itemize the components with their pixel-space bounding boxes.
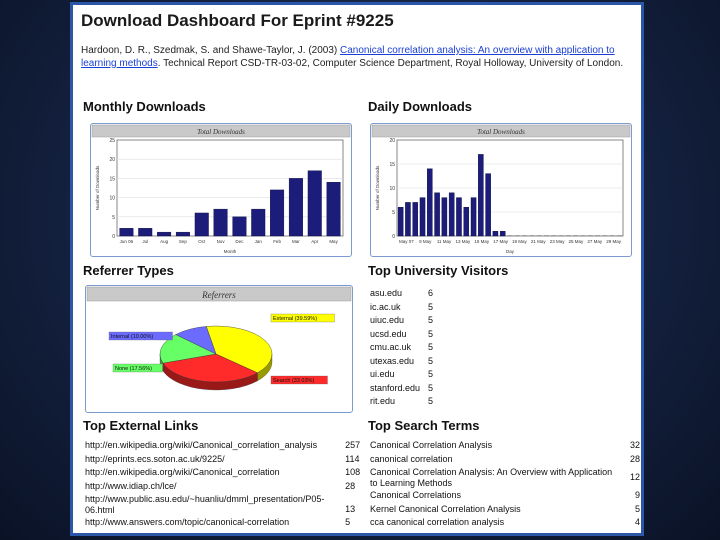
daily-x-tick-label: 11 May	[436, 239, 452, 244]
search-term-row	[370, 466, 640, 489]
referrers-slice-label: Internal (10.00%)	[111, 334, 154, 340]
external-link-url[interactable]: http://eprints.ecs.soton.ac.uk/9225/	[85, 453, 225, 464]
monthly-y-tick-label: 0	[112, 234, 115, 240]
search-term-row	[370, 489, 640, 503]
eprint-title-link[interactable]: Canonical correlation analysis: An overview with application to learning methods	[81, 45, 615, 69]
external-links-list	[85, 439, 365, 530]
citation	[81, 45, 637, 70]
monthly-x-tick-label: Jun 06	[119, 239, 134, 244]
daily-x-tick-label: 9 May	[419, 239, 432, 244]
university-row	[370, 395, 433, 409]
monthly-bar	[233, 217, 247, 236]
monthly-x-tick-label: Jul	[142, 239, 149, 244]
external-link-row	[85, 516, 365, 530]
daily-x-tick-label: 29 May	[606, 239, 621, 244]
monthly-x-tick-label: Nov	[216, 239, 225, 244]
university-name: stanford.edu	[370, 382, 421, 393]
monthly-chart-title: Total Downloads	[197, 128, 245, 136]
university-row	[370, 341, 433, 355]
monthly-bar	[138, 228, 152, 236]
monthly-x-tick-label: Apr	[311, 239, 319, 244]
monthly-downloads-chart	[90, 123, 352, 257]
external-link-row	[85, 493, 365, 516]
monthly-bar	[308, 171, 322, 236]
daily-bar	[449, 193, 454, 236]
daily-x-tick-label: 19 May	[512, 239, 527, 244]
university-count: 5	[428, 328, 434, 339]
referrer-types-heading: Referrer Types	[83, 263, 174, 278]
search-term-text: cca canonical correlation analysis	[370, 517, 505, 527]
monthly-x-tick-label: Sep	[178, 239, 187, 244]
monthly-bar	[251, 209, 265, 236]
daily-x-tick-label: 15 May	[474, 239, 490, 244]
top-university-heading: Top University Visitors	[368, 263, 509, 278]
university-name: ui.edu	[370, 369, 395, 379]
dashboard-page	[70, 2, 644, 536]
referrers-slice-label: External (39.59%)	[273, 316, 318, 322]
university-row	[370, 368, 433, 382]
referrers-chart	[85, 285, 353, 413]
university-count: 6	[428, 288, 434, 298]
monthly-bar	[176, 232, 190, 236]
university-count: 5	[428, 315, 434, 325]
monthly-x-tick-label: Oct	[198, 239, 206, 244]
external-link-row	[85, 453, 365, 467]
monthly-y-tick-label: 20	[109, 157, 115, 164]
daily-bar	[398, 207, 403, 236]
search-term-count: 9	[634, 490, 640, 500]
monthly-y-tick-label: 5	[112, 214, 115, 221]
daily-bar	[478, 154, 483, 236]
referrers-chart-svg	[86, 286, 352, 412]
monthly-y-tick-label: 25	[109, 138, 115, 144]
monthly-x-tick-label: Dec	[235, 239, 244, 244]
university-row	[370, 328, 433, 342]
citation-authors: Hardoon, D. R., Szedmak, S. and Shawe-Taylor, J. (2003)	[81, 45, 341, 56]
daily-y-tick-label: 0	[392, 234, 395, 240]
external-link-count: 5	[345, 517, 351, 527]
daily-bar	[493, 231, 498, 236]
daily-x-axis-label: Day	[505, 249, 515, 254]
search-term-text: canonical correlation	[370, 453, 453, 464]
university-count: 5	[428, 342, 434, 352]
monthly-x-tick-label: Mar	[292, 239, 300, 244]
search-term-text: Kernel Canonical Correlation Analysis	[370, 503, 521, 514]
daily-x-tick-label: 25 May	[568, 239, 584, 244]
citation-details: . Technical Report CSD-TR-03-02, Computer Science Department, Royal Holloway, University of London.	[157, 57, 624, 69]
search-term-row	[370, 439, 640, 453]
monthly-chart-svg	[91, 124, 351, 256]
daily-x-tick-label: May 07	[399, 239, 414, 244]
search-term-text: Canonical Correlations	[370, 490, 462, 500]
university-name: asu.edu	[370, 288, 403, 298]
daily-downloads-heading: Daily Downloads	[368, 99, 473, 114]
monthly-bar	[327, 182, 341, 236]
daily-bar	[442, 198, 447, 236]
external-link-count: 114	[345, 453, 360, 464]
monthly-y-axis-label: Number of Downloads	[95, 165, 100, 211]
daily-x-tick-label: 13 May	[455, 239, 471, 244]
search-term-count: 28	[629, 453, 640, 464]
monthly-x-tick-label: May	[329, 239, 338, 244]
daily-chart-svg	[371, 124, 631, 256]
external-link-count: 13	[345, 503, 356, 514]
daily-y-tick-label: 10	[389, 186, 395, 192]
university-count: 5	[428, 355, 434, 366]
university-name: ucsd.edu	[370, 328, 407, 339]
monthly-bar	[270, 190, 284, 236]
monthly-y-tick-label: 15	[109, 176, 115, 183]
search-term-row	[370, 516, 640, 530]
daily-x-tick-label: 27 May	[587, 239, 603, 244]
search-term-row	[370, 503, 640, 517]
daily-x-tick-label: 23 May	[549, 239, 565, 244]
external-link-count: 108	[345, 467, 361, 477]
daily-bar	[420, 198, 425, 236]
external-link-url[interactable]: http://www.idiap.ch/lce/	[85, 480, 177, 491]
daily-downloads-chart	[370, 123, 632, 257]
daily-bar	[486, 174, 491, 236]
monthly-x-tick-label: Jan	[254, 239, 262, 244]
daily-chart-title: Total Downloads	[477, 128, 525, 136]
university-count: 5	[428, 396, 434, 406]
university-list	[370, 287, 433, 409]
monthly-y-tick-label: 10	[109, 195, 115, 202]
search-term-count: 4	[634, 517, 640, 527]
daily-y-tick-label: 20	[389, 138, 395, 144]
university-count: 5	[428, 369, 434, 379]
external-link-url[interactable]: http://en.wikipedia.org/wiki/Canonical_correlation	[85, 467, 280, 477]
search-term-count: 32	[629, 440, 640, 450]
university-count: 5	[428, 382, 434, 393]
university-name: ic.ac.uk	[370, 301, 401, 312]
search-term-text: Canonical Correlation Analysis: An Overview with Application to Learning Methods	[370, 467, 613, 488]
top-search-terms-heading: Top Search Terms	[368, 418, 480, 433]
daily-x-tick-label: 17 May	[493, 239, 508, 244]
referrers-chart-title: Referrers	[202, 290, 236, 300]
daily-y-tick-label: 15	[389, 162, 395, 168]
monthly-bar	[195, 213, 209, 236]
monthly-downloads-heading: Monthly Downloads	[83, 99, 206, 114]
university-row	[370, 355, 433, 369]
university-row	[370, 287, 433, 301]
monthly-bar	[120, 228, 134, 236]
university-row	[370, 314, 433, 328]
monthly-x-tick-label: Feb	[273, 239, 281, 244]
external-link-row	[85, 439, 365, 453]
monthly-x-axis-label: Month	[223, 249, 237, 254]
university-name: utexas.edu	[370, 355, 415, 366]
search-terms-list	[370, 439, 640, 530]
daily-bar	[413, 202, 418, 236]
daily-y-axis-label: Number of Downloads	[375, 165, 380, 211]
daily-bar	[456, 198, 461, 236]
referrers-slice-label: Search (33.03%)	[273, 378, 315, 384]
external-link-count: 28	[345, 480, 356, 491]
daily-bar	[405, 202, 410, 236]
daily-bar	[464, 207, 469, 236]
daily-bar	[471, 198, 476, 236]
search-term-text: Canonical Correlation Analysis	[370, 440, 493, 450]
university-name: uiuc.edu	[370, 315, 405, 325]
page-title: Download Dashboard For Eprint #9225	[81, 11, 394, 30]
monthly-bar	[214, 209, 228, 236]
external-link-row	[85, 466, 365, 480]
external-link-url[interactable]: http://www.answers.com/topic/canonical-correlation	[85, 517, 290, 527]
university-name: rit.edu	[370, 396, 396, 406]
external-link-url[interactable]: http://en.wikipedia.org/wiki/Canonical_correlation_analysis	[85, 440, 318, 450]
search-term-count: 12	[629, 471, 640, 482]
university-row	[370, 382, 433, 396]
daily-y-tick-label: 5	[392, 210, 395, 216]
referrers-slice-label: None (17.56%)	[115, 366, 152, 372]
daily-x-tick-label: 21 May	[530, 239, 546, 244]
daily-bar	[427, 169, 432, 236]
daily-bar	[435, 193, 440, 236]
external-link-count: 257	[345, 440, 361, 450]
top-external-links-heading: Top External Links	[83, 418, 199, 433]
monthly-bar	[157, 232, 171, 236]
university-name: cmu.ac.uk	[370, 342, 412, 352]
search-term-row	[370, 453, 640, 467]
university-count: 5	[428, 301, 434, 312]
monthly-bar	[289, 178, 303, 236]
external-link-row	[85, 480, 365, 494]
monthly-x-tick-label: Aug	[160, 239, 169, 244]
daily-bar	[500, 231, 505, 236]
search-term-count: 5	[634, 503, 640, 514]
university-row	[370, 301, 433, 315]
external-link-url[interactable]: http://www.public.asu.edu/~huanliu/dmml_presentation/P05-06.html	[85, 494, 325, 515]
